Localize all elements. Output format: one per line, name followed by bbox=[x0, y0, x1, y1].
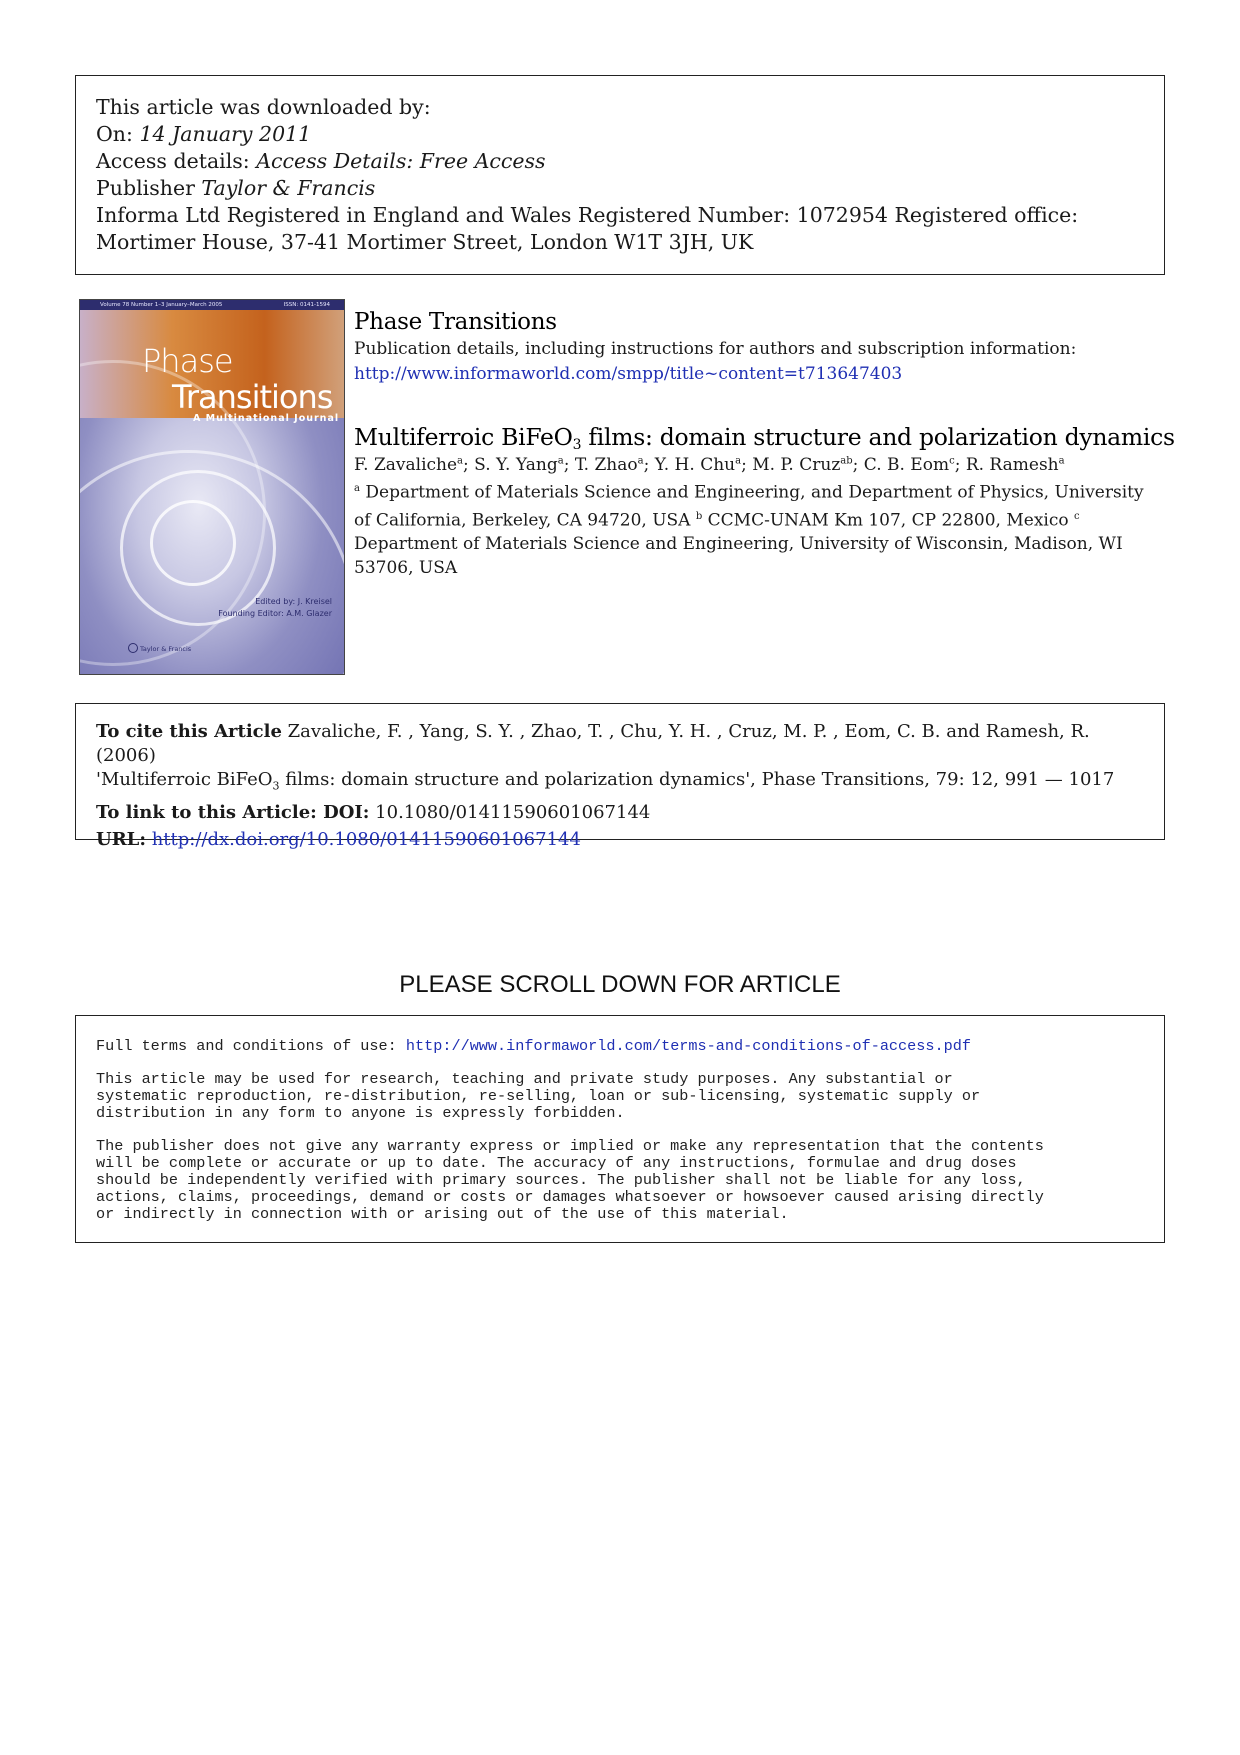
citation-box bbox=[75, 703, 1165, 850]
affiliation-b: CCMC-UNAM Km 107, CP 22800, Mexico bbox=[702, 510, 1074, 531]
cite-subscript: 3 bbox=[272, 779, 280, 793]
affiliation-c: Department of Materials Science and Engineering, University of Wisconsin, Madison, WI 53706, USA bbox=[354, 534, 1123, 579]
terms-paragraph-2: The publisher does not give any warranty express or implied or make any representation that the contents will be complete or accurate or up to date. The accuracy of any instructions, formulae and drug doses should be independently verified with primary sources. The publisher shall not be liable for any loss, actions, claims, proceedings, demand or costs or damages whatsoever or howsoever caused arising directly or indirectly in connection with or arising out of the use of this material. bbox=[96, 1137, 1044, 1223]
terms-line bbox=[96, 1038, 1144, 1055]
journal-url-link[interactable]: http://www.informaworld.com/smpp/title~content=t713647403 bbox=[354, 364, 903, 384]
article-title-part1: Multiferroic BiFeO bbox=[354, 423, 573, 451]
download-date-label: On: bbox=[96, 122, 133, 146]
download-date-value: 14 January 2011 bbox=[139, 122, 312, 146]
cover-editors bbox=[218, 596, 332, 620]
cite-text: films: domain structure and polarization dynamics', Phase Transitions, 79: 12, 991 — 1017 bbox=[279, 769, 1115, 790]
author-name: R. Ramesh bbox=[965, 455, 1059, 475]
cover-subtitle: A Multinational Journal bbox=[193, 413, 340, 424]
scroll-note: PLEASE SCROLL DOWN FOR ARTICLE bbox=[399, 971, 841, 998]
cover-editor: Edited by: J. Kreisel bbox=[255, 597, 332, 606]
cite-text: 'Multiferroic BiFeO bbox=[96, 769, 273, 790]
article-title-part2: films: domain structure and polarization dynamics bbox=[581, 423, 1175, 451]
cover-top-band bbox=[80, 300, 344, 310]
terms-label: Full terms and conditions of use: bbox=[96, 1037, 406, 1055]
url-line bbox=[96, 828, 1144, 852]
terms-paragraph-1: This article may be used for research, teaching and private study purposes. Any substantial or systematic reproduction, re-distribution, re-selling, loan or sub-licensing, systematic supply or distribution in any form to anyone is expressly forbidden. bbox=[96, 1070, 981, 1122]
access-details-label: Access details: bbox=[96, 149, 250, 173]
registration-text: Informa Ltd Registered in England and Wales Registered Number: 1072954 Registered office: Mortimer House, 37-41 Mortimer Street, London W1T 3JH, UK bbox=[96, 203, 1079, 254]
doi-value: 10.1080/01411590601067144 bbox=[369, 801, 651, 823]
cite-label: To cite this Article bbox=[96, 721, 282, 742]
author-name: F. Zavaliche bbox=[354, 455, 458, 475]
affiliation-mark: a bbox=[354, 483, 360, 494]
cover-publisher: Taylor & Francis bbox=[140, 645, 192, 653]
author-affiliation-mark: ab bbox=[840, 455, 853, 467]
author-name: Y. H. Chu bbox=[654, 455, 736, 475]
doi-line bbox=[96, 801, 1144, 825]
article-title-subscript: 3 bbox=[572, 437, 582, 453]
doi-label: To link to this Article: DOI: bbox=[96, 801, 370, 823]
terms-url-link[interactable]: http://www.informaworld.com/terms-and-conditions-of-access.pdf bbox=[405, 1037, 971, 1055]
affiliations bbox=[354, 477, 1154, 580]
cover-title-line1: Phase bbox=[142, 342, 233, 380]
author-affiliation-mark: a bbox=[637, 455, 644, 467]
cite-block bbox=[96, 720, 1144, 799]
author-affiliation-mark: a bbox=[1058, 455, 1065, 467]
doi-url-link[interactable]: http://dx.doi.org/10.1080/01411590601067144 bbox=[151, 828, 581, 850]
author-name: M. P. Cruz bbox=[752, 455, 841, 475]
journal-cover-image bbox=[79, 299, 345, 675]
author-name: T. Zhao bbox=[574, 455, 638, 475]
journal-title: Phase Transitions bbox=[354, 309, 557, 335]
article-title bbox=[354, 423, 1175, 451]
author-name: S. Y. Yang bbox=[474, 455, 558, 475]
author-affiliation-mark: a bbox=[557, 455, 564, 467]
author-affiliation-mark: a bbox=[735, 455, 742, 467]
terms-box bbox=[75, 1015, 1165, 1243]
author-name: C. B. Eom bbox=[863, 455, 950, 475]
download-date-line bbox=[96, 121, 1144, 148]
cover-issn: ISSN: 0141-1594 bbox=[283, 302, 330, 308]
download-info-box bbox=[75, 75, 1165, 275]
url-label: URL: bbox=[96, 828, 146, 850]
cover-volume-info: Volume 78 Number 1–3 January–March 2005 bbox=[100, 302, 223, 308]
affiliation-mark: b bbox=[695, 510, 703, 522]
publisher-line bbox=[96, 175, 1144, 202]
author-affiliation-mark: a bbox=[457, 455, 464, 467]
affiliation-a: Department of Materials Science and Engineering, and Department of Physics, University of California, Berkeley, CA 94720, USA bbox=[354, 482, 1144, 531]
publisher-logo-icon bbox=[128, 643, 138, 653]
cite-text: Zavaliche, F. , Yang, S. Y. , Zhao, T. , Chu, Y. H. , Cruz, M. P. , Eom, C. B. and Ramesh, R.(2006) bbox=[96, 721, 1090, 766]
publisher-value: Taylor & Francis bbox=[201, 176, 376, 200]
access-details-value: Access Details: Free Access bbox=[256, 149, 546, 173]
cover-title-line2: Transitions bbox=[172, 378, 333, 416]
downloaded-by-line: This article was downloaded by: bbox=[96, 95, 431, 119]
publication-details: Publication details, including instructions for authors and subscription information: bbox=[354, 339, 1077, 359]
access-details-line bbox=[96, 148, 1144, 175]
cover-founding-editor: Founding Editor: A.M. Glazer bbox=[218, 609, 332, 618]
affiliation-mark: c bbox=[1074, 510, 1080, 522]
publisher-label: Publisher bbox=[96, 176, 195, 200]
author-affiliation-mark: c bbox=[949, 455, 955, 467]
author-list: F. Zavaliche$^a$; S. Y. Yang$^a$; T. Zhao$^a$; Y. H. Chu$^a$; M. P. Cruz$^{ab}$; C. B. Eom$^c$; R. Ramesh$^a$ bbox=[354, 455, 1065, 475]
